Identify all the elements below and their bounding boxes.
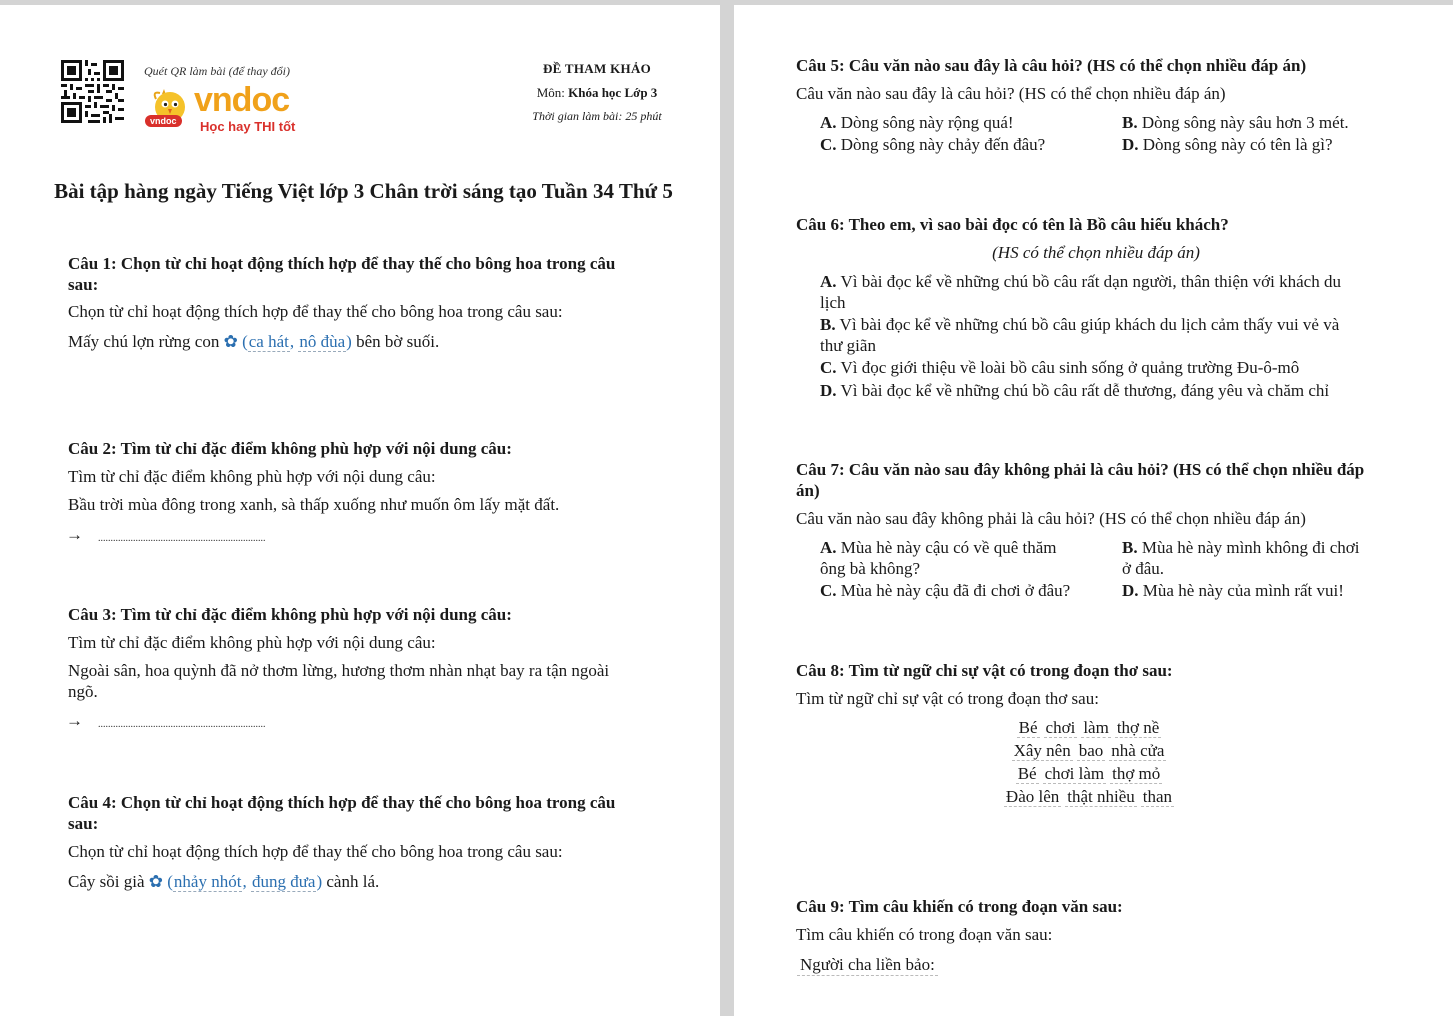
q4-choice-a[interactable]: nhảy nhót bbox=[173, 872, 242, 891]
q3-title: Câu 3: Tìm từ chỉ đặc điểm không phù hợp với nội dung câu: bbox=[68, 605, 512, 624]
logo-tagline-2: THI tốt bbox=[254, 119, 296, 134]
q5-option-a-text: Dòng sông này rộng quá! bbox=[840, 113, 1014, 132]
poem-word[interactable]: Đào lên bbox=[1005, 787, 1060, 806]
q4-title-line2: sau: bbox=[68, 814, 99, 833]
q1-choice-close: ) bbox=[346, 332, 352, 351]
q2-answer-line[interactable]: ................................................................... bbox=[98, 533, 266, 544]
exam-time: Thời gian làm bài: 25 phút bbox=[532, 109, 662, 123]
poem-word[interactable]: Bé bbox=[1018, 718, 1038, 737]
qr-code-icon[interactable] bbox=[61, 60, 124, 123]
q7-title-line1: Câu 7: Câu văn nào sau đây không phải là câu hỏi? (HS có thể chọn nhiều đáp bbox=[796, 460, 1365, 479]
q3-instruction: Tìm từ chỉ đặc điểm không phù hợp với nội dung câu: bbox=[68, 633, 436, 652]
q5-option-c-letter: C. bbox=[820, 135, 837, 154]
flower-icon: ✿ bbox=[223, 332, 238, 351]
page-right bbox=[734, 5, 1453, 1016]
exam-kind: ĐỀ THAM KHẢO bbox=[542, 61, 652, 76]
qr-caption: Quét QR làm bài (để thay đổi) bbox=[144, 64, 290, 78]
q7-option-a-text-cont: ông bà không? bbox=[820, 559, 921, 578]
logo-wordmark: vndoc bbox=[194, 81, 290, 119]
q6-option-a-letter: A. bbox=[820, 272, 837, 291]
q6-option-a[interactable] bbox=[820, 271, 1400, 313]
q4-title-line1: Câu 4: Chọn từ chỉ hoạt động thích hợp để thay thế cho bông hoa trong câu bbox=[68, 793, 616, 812]
logo-tagline-1: Học hay bbox=[200, 119, 251, 134]
q7-option-b-text: Mùa hè này mình không đi chơi bbox=[1141, 538, 1360, 557]
subject-label: Môn: bbox=[536, 85, 569, 100]
q1-instruction: Chọn từ chỉ hoạt động thích hợp để thay thế cho bông hoa trong câu sau: bbox=[68, 302, 563, 321]
q5-option-b-text: Dòng sông này sâu hơn 3 mét. bbox=[1141, 113, 1349, 132]
q7-option-c-text: Mùa hè này cậu đã đi chơi ở đâu? bbox=[840, 581, 1071, 600]
q4-choice-sep: , bbox=[242, 872, 247, 891]
q6-option-c-letter: C. bbox=[820, 358, 837, 377]
poem-word[interactable]: chơi làm bbox=[1044, 764, 1105, 783]
q7-option-a-letter: A. bbox=[820, 538, 837, 557]
page-left bbox=[0, 5, 720, 1016]
q5-option-b[interactable] bbox=[1122, 112, 1349, 133]
q7-option-a-text: Mùa hè này cậu có về quê thăm bbox=[840, 538, 1057, 557]
q6-option-d-letter: D. bbox=[820, 381, 837, 400]
poem-word[interactable]: thợ mỏ bbox=[1112, 764, 1161, 783]
q6-option-c-text: Vì đọc giới thiệu về loài bồ câu sinh sống ở quảng trường Đu-ô-mô bbox=[840, 358, 1300, 377]
q3-sentence-line2: ngõ. bbox=[68, 682, 98, 701]
q5-option-b-letter: B. bbox=[1122, 113, 1138, 132]
q4-instruction: Chọn từ chỉ hoạt động thích hợp để thay thế cho bông hoa trong câu sau: bbox=[68, 842, 563, 861]
q3-arrow: → bbox=[66, 711, 83, 730]
logo-badge: vndoc bbox=[145, 115, 182, 127]
q7-instruction: Câu văn nào sau đây không phải là câu hỏi? (HS có thể chọn nhiều đáp án) bbox=[796, 509, 1306, 528]
q1-choice-b[interactable]: nô đùa bbox=[299, 332, 346, 351]
q8-poem bbox=[944, 716, 1234, 808]
q2-instruction: Tìm từ chỉ đặc điểm không phù hợp với nội dung câu: bbox=[68, 467, 436, 486]
q5-option-d[interactable] bbox=[1122, 134, 1333, 155]
poem-word[interactable]: Xây nên bbox=[1013, 741, 1071, 760]
vndoc-logo[interactable] bbox=[144, 83, 314, 135]
poem-word[interactable]: làm bbox=[1083, 718, 1109, 737]
q1-title-line1: Câu 1: Chọn từ chỉ hoạt động thích hợp để thay thế cho bông hoa trong câu bbox=[68, 254, 616, 273]
q3-sentence bbox=[68, 660, 609, 702]
poem-line bbox=[944, 762, 1234, 785]
q4-choice-close: ) bbox=[316, 872, 323, 891]
poem-word[interactable]: Bé bbox=[1017, 764, 1037, 783]
q5-option-d-letter: D. bbox=[1122, 135, 1139, 154]
flower-icon: ✿ bbox=[148, 872, 163, 891]
q2-arrow: → bbox=[66, 525, 83, 544]
q5-option-c-text: Dòng sông này chảy đến đâu? bbox=[840, 135, 1046, 154]
q4-sentence-before: Cây sồi già bbox=[68, 872, 145, 891]
q6-option-d-text: Vì bài đọc kể về những chú bồ câu rất dễ thương, đáng yêu và chăm chỉ bbox=[840, 381, 1330, 400]
q5-option-a-letter: A. bbox=[820, 113, 837, 132]
q2-title: Câu 2: Tìm từ chỉ đặc điểm không phù hợp với nội dung câu: bbox=[68, 439, 512, 458]
q7-option-a[interactable] bbox=[820, 537, 1057, 579]
q5-option-a[interactable] bbox=[820, 112, 1014, 133]
q2-sentence: Bầu trời mùa đông trong xanh, sà thấp xuống như muốn ôm lấy mặt đất. bbox=[68, 495, 560, 514]
q7-option-b-letter: B. bbox=[1122, 538, 1138, 557]
q7-option-b[interactable] bbox=[1122, 537, 1360, 579]
q6-option-b[interactable] bbox=[820, 314, 1400, 356]
q8-title: Câu 8: Tìm từ ngữ chỉ sự vật có trong đoạn thơ sau: bbox=[796, 661, 1173, 680]
q1-title-line2: sau: bbox=[68, 275, 99, 294]
q1-choice-a[interactable]: ca hát bbox=[248, 332, 289, 351]
poem-line bbox=[944, 785, 1234, 808]
q6-option-b-text: Vì bài đọc kể về những chú bồ câu giúp khách du lịch cảm thấy vui vẻ và bbox=[839, 315, 1340, 334]
subject-line bbox=[470, 85, 720, 101]
q5-option-c[interactable] bbox=[820, 134, 1045, 155]
q4-choice-open: ( bbox=[167, 872, 173, 891]
q9-instruction: Tìm câu khiến có trong đoạn văn sau: bbox=[796, 925, 1053, 944]
poem-word[interactable]: chơi bbox=[1045, 718, 1076, 737]
q4-choice-b[interactable]: đung đưa bbox=[251, 872, 316, 891]
q1-choice-sep: , bbox=[289, 332, 295, 351]
q7-title-line2: án) bbox=[796, 481, 820, 500]
q1-sentence-before: Mấy chú lợn rừng con bbox=[68, 332, 220, 351]
poem-line bbox=[944, 716, 1234, 739]
q7-option-d[interactable] bbox=[1122, 580, 1344, 601]
q6-option-b-text-cont: thư giãn bbox=[820, 336, 876, 355]
q8-instruction: Tìm từ ngữ chỉ sự vật có trong đoạn thơ sau: bbox=[796, 689, 1099, 708]
q5-instruction: Câu văn nào sau đây là câu hỏi? (HS có thể chọn nhiều đáp án) bbox=[796, 84, 1226, 103]
q9-sentence[interactable]: Người cha liền bảo: bbox=[797, 954, 938, 976]
q6-note: (HS có thể chọn nhiều đáp án) bbox=[992, 243, 1200, 262]
poem-word[interactable]: bao bbox=[1078, 741, 1104, 760]
q6-option-c[interactable] bbox=[820, 357, 1299, 378]
q7-option-c[interactable] bbox=[820, 580, 1070, 601]
q7-option-c-letter: C. bbox=[820, 581, 837, 600]
poem-word[interactable]: nhà cửa bbox=[1111, 741, 1165, 760]
q4-sentence bbox=[68, 871, 379, 892]
q6-option-a-text-cont: lịch bbox=[820, 293, 846, 312]
q1-title bbox=[68, 253, 615, 295]
logo-tagline bbox=[200, 119, 295, 134]
q4-title bbox=[68, 792, 615, 834]
q6-option-d[interactable] bbox=[820, 380, 1329, 401]
q3-answer-line[interactable]: ................................................................... bbox=[98, 719, 266, 730]
q7-option-d-text: Mùa hè này của mình rất vui! bbox=[1142, 581, 1344, 600]
q5-option-d-text: Dòng sông này có tên là gì? bbox=[1142, 135, 1333, 154]
q5-title: Câu 5: Câu văn nào sau đây là câu hỏi? (HS có thể chọn nhiều đáp án) bbox=[796, 56, 1307, 75]
q7-title bbox=[796, 459, 1416, 501]
poem-word[interactable]: than bbox=[1142, 787, 1173, 806]
subject-value: Khóa học Lớp 3 bbox=[568, 85, 658, 100]
q6-title: Câu 6: Theo em, vì sao bài đọc có tên là Bồ câu hiếu khách? bbox=[796, 215, 1229, 234]
q3-sentence-line1: Ngoài sân, hoa quỳnh đã nở thơm lừng, hương thơm nhàn nhạt bay ra tận ngoài bbox=[68, 661, 610, 680]
q1-sentence-after: bên bờ suối. bbox=[356, 332, 440, 351]
q1-sentence bbox=[68, 331, 439, 352]
poem-word[interactable]: thật nhiều bbox=[1067, 787, 1135, 806]
document-title: Bài tập hàng ngày Tiếng Việt lớp 3 Chân trời sáng tạo Tuần 34 Thứ 5 bbox=[54, 179, 673, 203]
q7-option-b-text-cont: ở đâu. bbox=[1122, 559, 1165, 578]
q4-sentence-after: cành lá. bbox=[326, 872, 380, 891]
q6-option-a-text: Vì bài đọc kể về những chú bồ câu rất dạn người, thân thiện với khách du bbox=[840, 272, 1341, 291]
q1-choice-open: ( bbox=[242, 332, 248, 351]
q9-title: Câu 9: Tìm câu khiến có trong đoạn văn sau: bbox=[796, 897, 1123, 916]
q6-option-b-letter: B. bbox=[820, 315, 836, 334]
poem-line bbox=[944, 739, 1234, 762]
poem-word[interactable]: thợ nề bbox=[1116, 718, 1160, 737]
q7-option-d-letter: D. bbox=[1122, 581, 1139, 600]
